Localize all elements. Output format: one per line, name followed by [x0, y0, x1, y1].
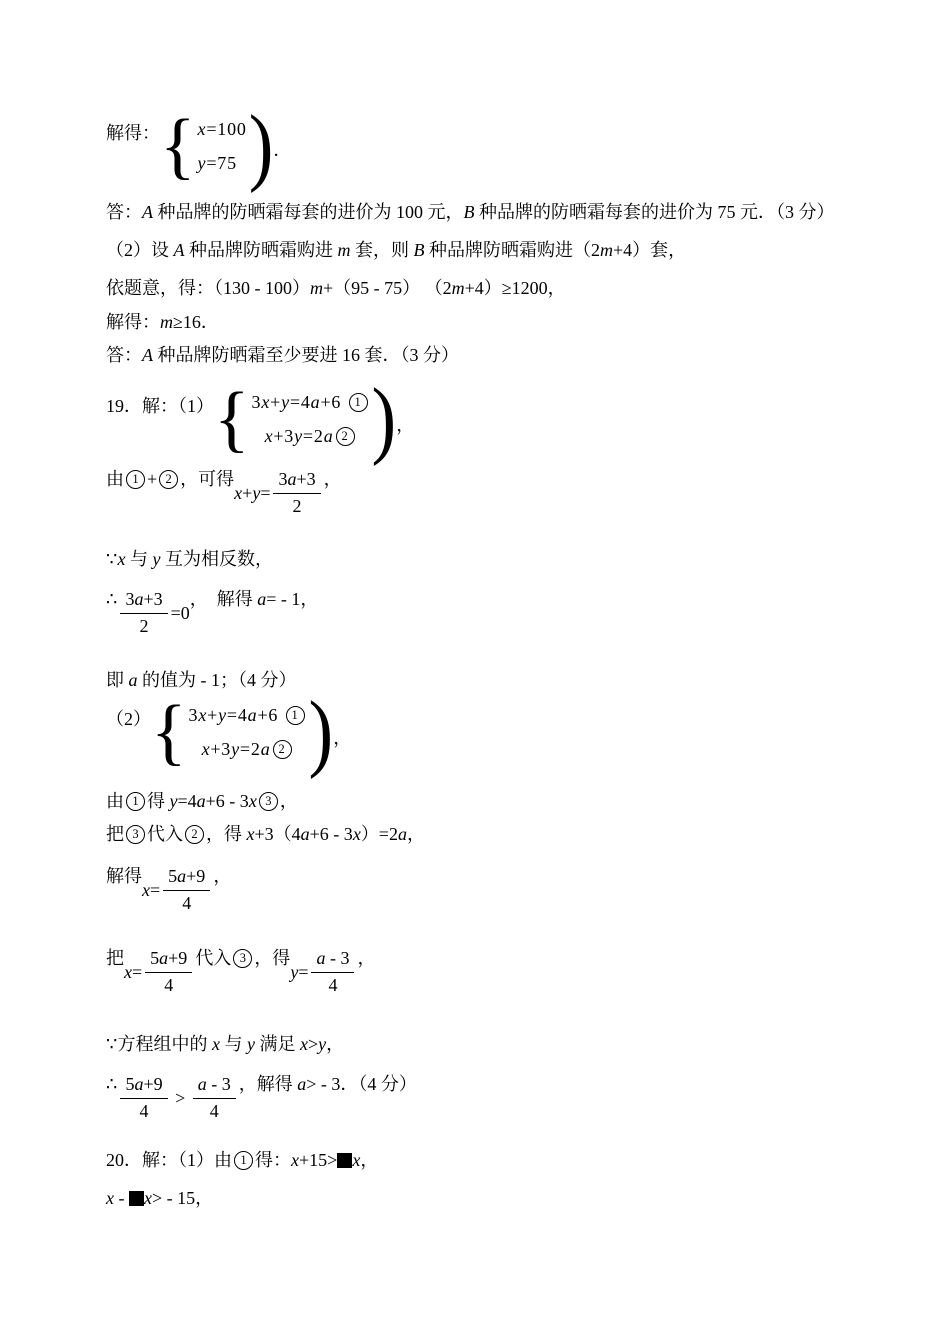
text-run: = - 1， [266, 589, 319, 609]
q19-part2-solve-x [106, 864, 231, 916]
math-variable: x [264, 426, 274, 447]
system-rows [198, 114, 247, 178]
circled-number: 2 [273, 740, 292, 759]
system-rows [252, 387, 370, 451]
text-run: =100 [206, 119, 247, 140]
circled-number: 1 [126, 470, 145, 489]
text-run: > [307, 1034, 319, 1054]
right-paren: ) [308, 683, 334, 781]
math-variable: x [198, 705, 208, 726]
text-run: = [298, 962, 309, 982]
math-variable: m [160, 312, 173, 332]
math-variable: y [290, 962, 299, 982]
text-run: ， 解得 [189, 589, 258, 609]
math-variable: y [281, 392, 290, 413]
text-run: =2 [239, 739, 261, 760]
text-run: 4 [209, 1101, 219, 1121]
math-variable: a [260, 739, 271, 760]
text-run: ， [326, 1034, 345, 1054]
text-run: 2 [292, 496, 302, 516]
math-variable: x [261, 392, 271, 413]
fraction [163, 864, 210, 916]
circled-number: 3 [233, 949, 252, 968]
text-run: 把 [106, 824, 124, 844]
math-variable: y [294, 426, 303, 447]
left-brace: { [151, 691, 187, 773]
denominator [182, 891, 191, 916]
text-run: ，可得 [180, 469, 235, 489]
text-run: ， [406, 824, 425, 844]
math-variable: a [134, 1074, 144, 1094]
text-run: 19．解：（1） [106, 396, 214, 416]
text-run: =2 [302, 426, 324, 447]
fraction [120, 1072, 167, 1124]
math-variable: a [287, 469, 297, 489]
q19-part1-system [106, 370, 415, 468]
denominator [328, 973, 337, 998]
text-run: + [270, 392, 282, 413]
math-variable: A [142, 345, 153, 365]
text-run: 答： [106, 202, 142, 222]
math-variable: B [413, 240, 425, 260]
circled-number: 2 [336, 427, 355, 446]
math-variable: x [234, 483, 243, 503]
math-variable: x [106, 1188, 114, 1208]
text-run: = [260, 483, 271, 503]
text-run: ∴ [106, 1074, 118, 1094]
circled-number: 3 [259, 792, 278, 811]
text-run: ， [357, 948, 376, 968]
math-variable: x [142, 880, 150, 900]
left-brace: { [160, 105, 196, 187]
text-run: +3 [296, 469, 316, 489]
text-run: ，得 [254, 948, 291, 968]
text-run: +3 [210, 739, 232, 760]
text-run: ． [273, 140, 292, 160]
text-run: 3 [278, 469, 288, 489]
math-variable: x [201, 739, 211, 760]
circled-number: 2 [185, 825, 204, 844]
part2-setup [106, 238, 686, 262]
text-run: 20．解：（1）由 [106, 1150, 232, 1170]
text-run: 套，则 [350, 240, 414, 260]
math-variable: m [451, 278, 465, 298]
numerator [163, 864, 210, 891]
text-run: ∵方程组中的 [106, 1034, 212, 1054]
math-variable: x [124, 962, 132, 982]
text-run: + [242, 483, 253, 503]
text-run: ∴ [106, 589, 118, 609]
text-run: 种品牌的防晒霜每套的进价为 100 元， [153, 202, 464, 222]
text-run: 由 [106, 469, 124, 489]
math-variable: x [352, 824, 361, 844]
math-variable: x [144, 1188, 152, 1208]
text-run: > - 15， [152, 1188, 214, 1208]
math-variable: y [152, 549, 161, 569]
math-variable: a [300, 824, 310, 844]
text-run: +（95 - 75） （2 [323, 278, 452, 298]
system-row [202, 734, 294, 764]
denominator [164, 973, 173, 998]
text-run: 代入 [195, 948, 232, 968]
text-run: 即 [106, 670, 129, 690]
left-brace: { [214, 378, 250, 460]
right-paren: ) [371, 370, 397, 468]
text-run: +4）套， [613, 240, 687, 260]
text-run: 把 [106, 948, 124, 968]
text-run: 种品牌防晒霜购进（2 [424, 240, 600, 260]
text-run: ≥16． [173, 312, 219, 332]
numerator [273, 467, 320, 494]
math-variable: y [231, 739, 240, 760]
q20-part1-step2 [106, 1186, 213, 1210]
text-run: （2）设 [106, 240, 174, 260]
text-run: 4 [182, 893, 192, 913]
text-run: 得： [255, 1150, 291, 1170]
math-variable: a [177, 866, 187, 886]
text-run: =4 [177, 791, 197, 811]
math-variable: x [117, 549, 126, 569]
system-row [189, 700, 307, 730]
text-run: 互为相反数， [160, 549, 273, 569]
math-variable: y [252, 483, 261, 503]
math-variable: a [257, 589, 267, 609]
text-run: + [147, 469, 158, 489]
q19-part2-solve-y [106, 946, 375, 998]
text-run: 解得 [106, 866, 142, 886]
q19-part2-step2 [106, 822, 425, 846]
text-run: 种品牌的防晒霜每套的进价为 75 元．（3 分） [474, 202, 835, 222]
text-run: ∵ [106, 549, 118, 569]
math-variable: B [463, 202, 475, 222]
math-variable: a [196, 791, 206, 811]
system-row [252, 387, 370, 417]
text-run: ， [396, 415, 415, 435]
text-run: +6 - 3 [309, 824, 353, 844]
text-run: 由 [106, 791, 124, 811]
math-group [234, 481, 270, 505]
text-run: 依题意，得：（130 - 100） [106, 278, 310, 298]
answer-part1 [106, 200, 835, 224]
text-run: 满足 [254, 1034, 300, 1054]
q19-part2-system [106, 683, 352, 781]
text-run: 得 [147, 791, 170, 811]
text-run: =75 [206, 153, 237, 174]
math-variable: A [142, 202, 153, 222]
solution-first-system [106, 97, 292, 195]
q19-part1-derive [106, 467, 342, 519]
math-group [171, 601, 190, 625]
circled-number: 1 [349, 393, 368, 412]
math-variable: y [246, 1034, 255, 1054]
text-run: +9 [186, 866, 206, 886]
black-square [337, 1153, 352, 1168]
denominator [140, 614, 149, 639]
text-run: ，得 [206, 824, 247, 844]
math-variable: y [318, 1034, 327, 1054]
text-run: 3 [251, 392, 262, 413]
numerator [120, 1072, 167, 1099]
text-run: 3 [188, 705, 199, 726]
q19-part2-step1 [106, 789, 298, 813]
math-variable: a [134, 589, 144, 609]
text-run: +3 [143, 589, 163, 609]
text-run: ）=2 [360, 824, 398, 844]
math-variable: a [397, 824, 407, 844]
math-variable: a [316, 948, 326, 968]
text-run: 5 [150, 948, 160, 968]
text-run: = [132, 962, 143, 982]
text-run: ， [323, 469, 342, 489]
math-group [171, 1086, 190, 1110]
text-run: 4 [164, 975, 174, 995]
circled-number: 1 [234, 1151, 253, 1170]
text-run: ， [213, 866, 232, 886]
text-run: 4 [139, 1101, 149, 1121]
math-variable: x [211, 1034, 220, 1054]
text-run: （2） [106, 709, 151, 729]
fraction [120, 587, 167, 639]
math-variable: a [323, 426, 334, 447]
math-group [290, 960, 308, 984]
text-run: > - 3．（4 分） [306, 1074, 417, 1094]
system-row [198, 114, 247, 144]
q19-part1-conclusion [106, 668, 297, 692]
system-rows [189, 700, 307, 764]
text-run: +9 [143, 1074, 163, 1094]
q19-part2-therefore [106, 1072, 417, 1124]
equation-system [151, 683, 334, 781]
text-run: =0 [170, 603, 190, 623]
math-variable: a [128, 670, 138, 690]
fraction [311, 946, 354, 998]
text-run: + [207, 705, 219, 726]
q19-part1-therefore [106, 587, 318, 639]
text-run: 解得： [106, 312, 160, 332]
right-paren: ) [248, 97, 274, 195]
numerator [193, 1072, 236, 1099]
math-variable: m [600, 240, 613, 260]
part2-solve [106, 310, 219, 334]
part2-inequality [106, 276, 566, 300]
text-run: = [150, 880, 161, 900]
circled-number: 2 [159, 470, 178, 489]
text-run: - [114, 1188, 129, 1208]
math-variable: y [218, 705, 227, 726]
denominator [140, 1099, 149, 1124]
math-variable: x [299, 1034, 308, 1054]
q20-part1-step1 [106, 1148, 378, 1172]
math-variable: m [337, 240, 351, 260]
text-run: +9 [168, 948, 188, 968]
text-run: 的值为 - 1；（4 分） [137, 670, 297, 690]
system-row [265, 421, 357, 451]
equation-system [214, 370, 397, 468]
math-group [142, 878, 160, 902]
text-run: ， [360, 1150, 379, 1170]
math-variable: A [173, 240, 185, 260]
text-run: +4）≥1200， [464, 278, 566, 298]
math-variable: x [197, 119, 207, 140]
text-run: 5 [168, 866, 178, 886]
text-run: +3 [273, 426, 295, 447]
circled-number: 1 [286, 706, 305, 725]
math-variable: x [291, 1150, 299, 1170]
math-variable: a [159, 948, 169, 968]
text-run: 解得： [106, 123, 160, 143]
text-run: - 3 [325, 948, 350, 968]
fraction [145, 946, 192, 998]
text-run: 种品牌防晒霜购进 [184, 240, 338, 260]
text-run: 2 [139, 616, 149, 636]
numerator [311, 946, 354, 973]
text-run: 与 [125, 549, 153, 569]
math-variable: a [197, 1074, 207, 1094]
text-run: +3（4 [254, 824, 301, 844]
math-group [124, 960, 142, 984]
denominator [293, 494, 302, 519]
text-run: +6 [320, 392, 347, 413]
numerator [145, 946, 192, 973]
text-run: 代入 [147, 824, 183, 844]
math-variable: m [310, 278, 323, 298]
numerator [120, 587, 167, 614]
text-run: +6 - 3 [205, 791, 249, 811]
fraction [273, 467, 320, 519]
math-variable: x [248, 791, 257, 811]
text-run: ，解得 [238, 1074, 298, 1094]
text-run: 答： [106, 345, 142, 365]
text-run: 5 [125, 1074, 135, 1094]
text-run: =4 [226, 705, 248, 726]
text-run: =4 [289, 392, 311, 413]
answer-part2 [106, 343, 459, 367]
math-variable: y [197, 153, 207, 174]
text-run: ， [333, 728, 352, 748]
math-variable: y [169, 791, 178, 811]
text-run: +6 [257, 705, 284, 726]
text-run: - 3 [206, 1074, 231, 1094]
text-run: 种品牌防晒霜至少要进 16 套．（3 分） [153, 345, 459, 365]
text-run: > [170, 1088, 190, 1108]
denominator [210, 1099, 219, 1124]
black-square [129, 1191, 144, 1206]
system-row [198, 148, 237, 178]
text-run: ， [279, 791, 298, 811]
fraction [193, 1072, 236, 1124]
circled-number: 1 [126, 792, 145, 811]
text-run: +15> [299, 1150, 338, 1170]
math-variable: a [310, 392, 321, 413]
text-run: 与 [219, 1034, 247, 1054]
math-variable: x [352, 1150, 361, 1170]
text-run: 4 [328, 975, 338, 995]
q19-part1-because [106, 547, 273, 571]
equation-system [160, 97, 274, 195]
q19-part2-because [106, 1032, 344, 1056]
math-variable: a [297, 1074, 307, 1094]
circled-number: 3 [126, 825, 145, 844]
text-run: 3 [125, 589, 135, 609]
math-variable: a [247, 705, 258, 726]
math-variable: x [246, 824, 255, 844]
